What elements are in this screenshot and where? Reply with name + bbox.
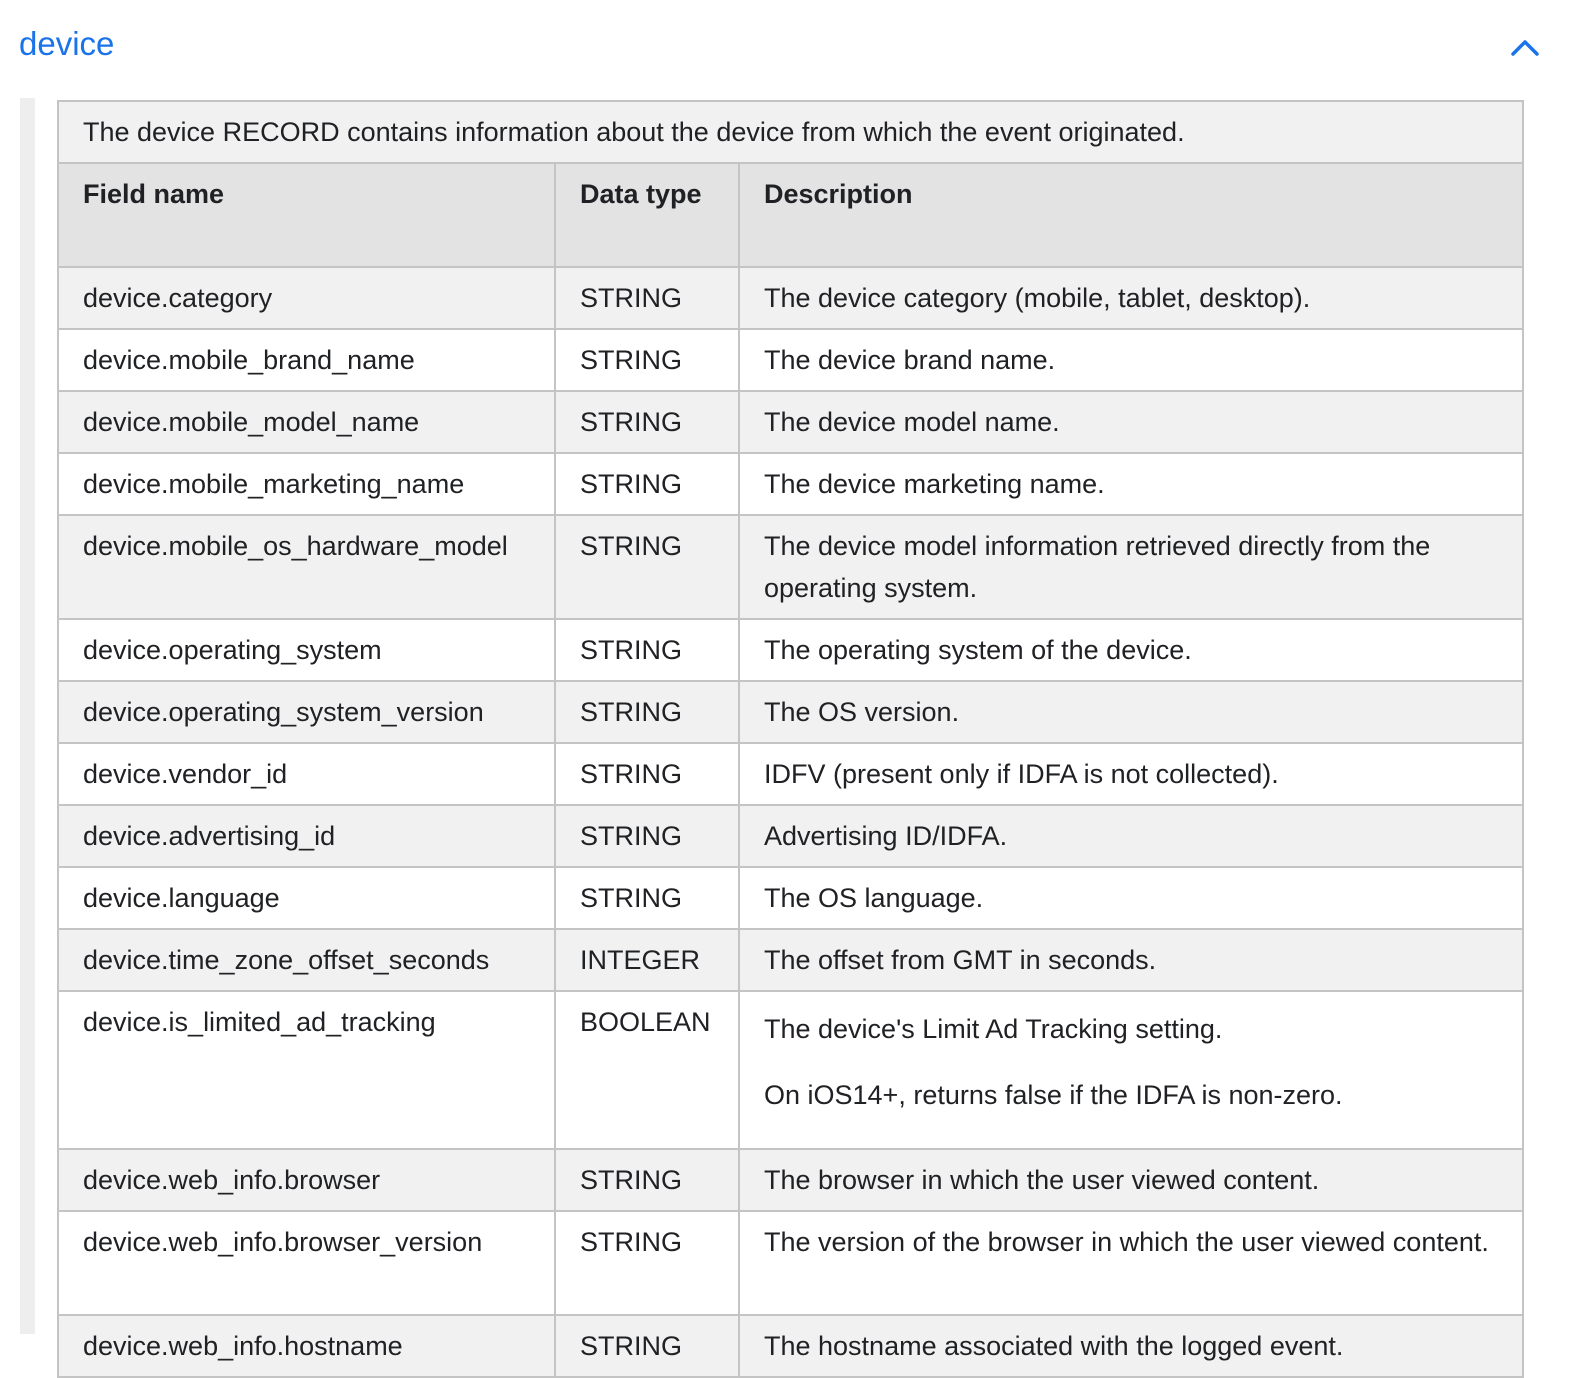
table-row	[58, 743, 1523, 805]
table-row	[58, 329, 1523, 391]
data-type-cell: STRING	[555, 743, 739, 805]
table-row	[58, 1315, 1523, 1377]
description-paragraph: The device's Limit Ad Tracking setting.	[764, 1014, 1223, 1044]
field-name-cell: device.category	[58, 267, 555, 329]
data-type-cell: STRING	[555, 453, 739, 515]
table-header-row	[58, 163, 1523, 267]
section-header-device[interactable]	[0, 0, 1570, 96]
data-type-cell: STRING	[555, 867, 739, 929]
chevron-up-icon[interactable]	[1508, 34, 1542, 60]
table-row	[58, 1211, 1523, 1315]
description-cell: The device category (mobile, tablet, desktop).	[739, 267, 1523, 329]
table-row	[58, 681, 1523, 743]
table-row	[58, 991, 1523, 1149]
field-name-cell: device.operating_system_version	[58, 681, 555, 743]
description-cell: IDFV (present only if IDFA is not collected).	[739, 743, 1523, 805]
indent-bar	[20, 98, 35, 1334]
description-cell: The OS language.	[739, 867, 1523, 929]
field-name-cell: device.mobile_marketing_name	[58, 453, 555, 515]
description-cell: Advertising ID/IDFA.	[739, 805, 1523, 867]
device-record-table	[57, 100, 1524, 1378]
table-row	[58, 267, 1523, 329]
description-cell: The device model information retrieved directly from the operating system.	[739, 515, 1523, 619]
table-row	[58, 619, 1523, 681]
field-name-cell: device.mobile_os_hardware_model	[58, 515, 555, 619]
field-name-cell: device.vendor_id	[58, 743, 555, 805]
data-type-cell: STRING	[555, 1149, 739, 1211]
description-cell	[739, 991, 1523, 1149]
description-paragraph: On iOS14+, returns false if the IDFA is non-zero.	[764, 1080, 1343, 1110]
table-row	[58, 867, 1523, 929]
field-name-cell: device.operating_system	[58, 619, 555, 681]
description-cell: The operating system of the device.	[739, 619, 1523, 681]
data-type-cell: STRING	[555, 391, 739, 453]
table-caption-row	[58, 101, 1523, 163]
field-name-cell: device.is_limited_ad_tracking	[58, 991, 555, 1149]
table-row	[58, 929, 1523, 991]
data-type-cell: STRING	[555, 619, 739, 681]
data-type-cell: STRING	[555, 329, 739, 391]
data-type-cell: STRING	[555, 1211, 739, 1315]
description-cell: The device marketing name.	[739, 453, 1523, 515]
field-name-cell: device.time_zone_offset_seconds	[58, 929, 555, 991]
description-cell: The hostname associated with the logged event.	[739, 1315, 1523, 1377]
data-type-cell: STRING	[555, 515, 739, 619]
data-type-cell: INTEGER	[555, 929, 739, 991]
field-name-cell: device.language	[58, 867, 555, 929]
column-header-field-name: Field name	[58, 163, 555, 267]
field-name-cell: device.web_info.browser_version	[58, 1211, 555, 1315]
description-cell: The version of the browser in which the user viewed content.	[739, 1211, 1523, 1315]
description-cell: The browser in which the user viewed content.	[739, 1149, 1523, 1211]
data-type-cell: BOOLEAN	[555, 991, 739, 1149]
column-header-data-type: Data type	[555, 163, 739, 267]
description-cell: The device model name.	[739, 391, 1523, 453]
field-name-cell: device.web_info.browser	[58, 1149, 555, 1211]
data-type-cell: STRING	[555, 681, 739, 743]
table-row	[58, 1149, 1523, 1211]
field-name-cell: device.mobile_brand_name	[58, 329, 555, 391]
table-caption: The device RECORD contains information about the device from which the event originated.	[58, 101, 1523, 163]
section-title[interactable]: device	[19, 25, 115, 62]
description-cell: The offset from GMT in seconds.	[739, 929, 1523, 991]
column-header-description: Description	[739, 163, 1523, 267]
description-cell: The device brand name.	[739, 329, 1523, 391]
data-type-cell: STRING	[555, 805, 739, 867]
data-type-cell: STRING	[555, 1315, 739, 1377]
description-cell: The OS version.	[739, 681, 1523, 743]
table-row	[58, 805, 1523, 867]
table-row	[58, 391, 1523, 453]
table-row	[58, 515, 1523, 619]
table-row	[58, 453, 1523, 515]
field-name-cell: device.advertising_id	[58, 805, 555, 867]
data-type-cell: STRING	[555, 267, 739, 329]
field-name-cell: device.mobile_model_name	[58, 391, 555, 453]
field-name-cell: device.web_info.hostname	[58, 1315, 555, 1377]
